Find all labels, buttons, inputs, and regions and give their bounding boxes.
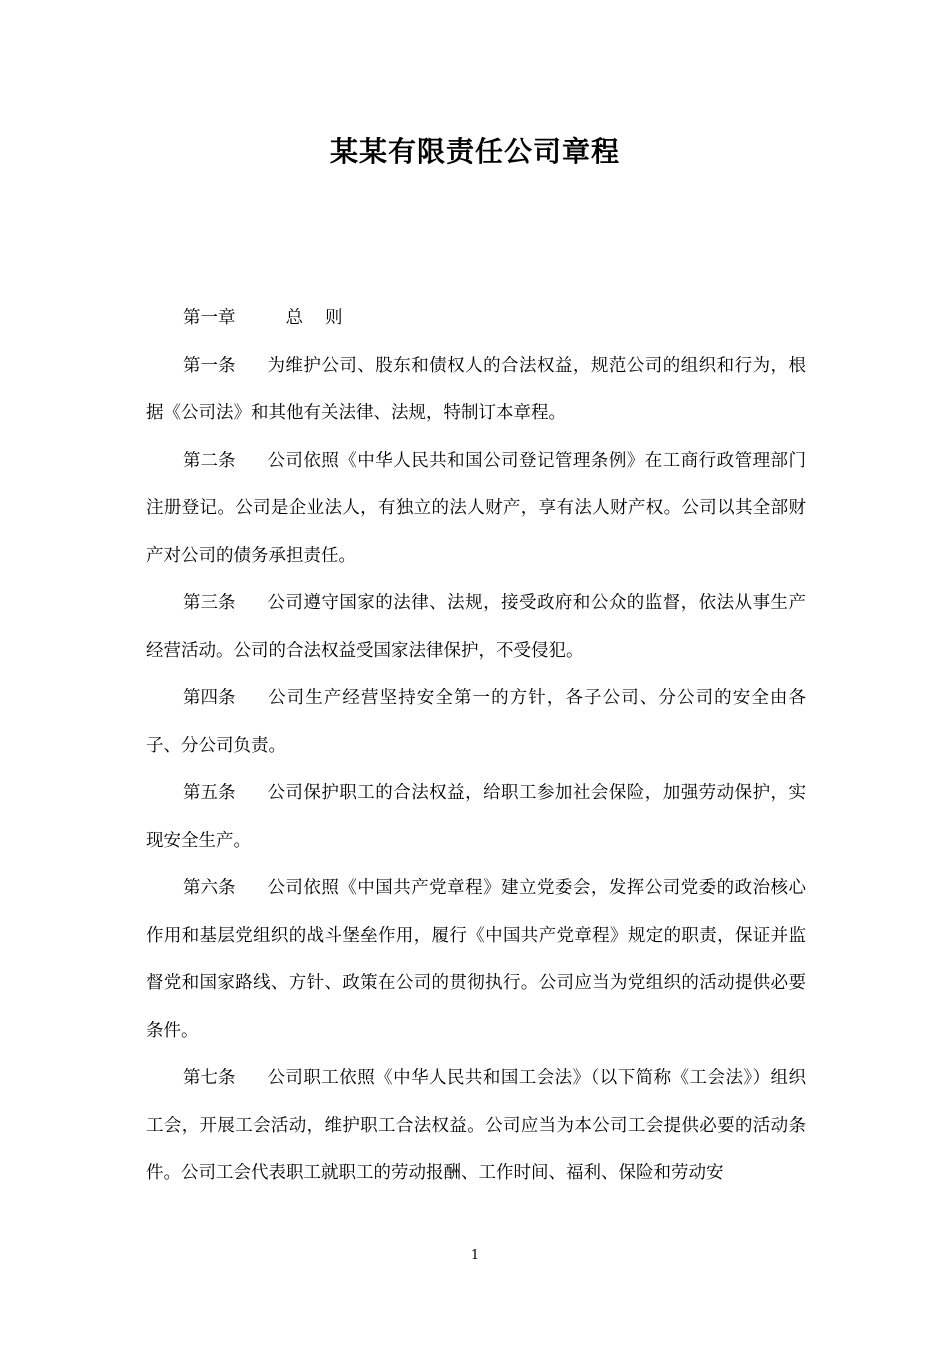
article-number: 第七条	[183, 1068, 236, 1088]
document-title: 某某有限责任公司章程	[329, 135, 620, 168]
article-text: 公司职工依照《中华人民共和国工会法》（以下简称《工会法》）组织工会，开展工会活动，维护职工合法权益。公司应当为本公司工会提供必要的活动条件。公司工会代表职工就职工的劳动报酬、工作时间、福利、保险和劳动安	[146, 1068, 806, 1183]
article-text: 为维护公司、股东和债权人的合法权益，规范公司的组织和行为，根据《公司法》和其他有关法律、法规，特制订本章程。	[146, 355, 806, 423]
page-number: 1	[470, 1248, 480, 1263]
article-6	[146, 865, 806, 1055]
article-4	[146, 675, 806, 770]
article-3	[146, 580, 806, 675]
chapter-name-part1: 总	[285, 308, 303, 328]
article-number: 第三条	[183, 593, 236, 613]
document-body	[146, 295, 806, 1198]
chapter-heading	[146, 295, 806, 343]
chapter-name-part2: 则	[325, 308, 343, 328]
article-2	[146, 438, 806, 581]
chapter-label: 第一章	[183, 308, 236, 328]
article-7	[146, 1055, 806, 1198]
article-text: 公司依照《中国共产党章程》建立党委会，发挥公司党委的政治核心作用和基层党组织的战斗堡垒作用，履行《中国共产党章程》规定的职责，保证并监督党和国家路线、方针、政策在公司的贯彻执行。公司应当为党组织的活动提供必要条件。	[146, 878, 806, 1041]
article-1	[146, 343, 806, 438]
article-text: 公司遵守国家的法律、法规，接受政府和公众的监督，依法从事生产经营活动。公司的合法权益受国家法律保护，不受侵犯。	[146, 593, 806, 661]
article-5	[146, 770, 806, 865]
article-text: 公司保护职工的合法权益，给职工参加社会保险，加强劳动保护，实现安全生产。	[146, 783, 806, 851]
article-number: 第一条	[183, 355, 236, 376]
article-number: 第六条	[183, 878, 236, 898]
article-text: 公司依照《中华人民共和国公司登记管理条例》在工商行政管理部门注册登记。公司是企业法人，有独立的法人财产，享有法人财产权。公司以其全部财产对公司的债务承担责任。	[146, 450, 806, 566]
article-number: 第二条	[183, 450, 236, 471]
article-number: 第四条	[183, 688, 236, 708]
article-number: 第五条	[183, 783, 236, 803]
article-text: 公司生产经营坚持安全第一的方针，各子公司、分公司的安全由各子、分公司负责。	[146, 688, 806, 756]
